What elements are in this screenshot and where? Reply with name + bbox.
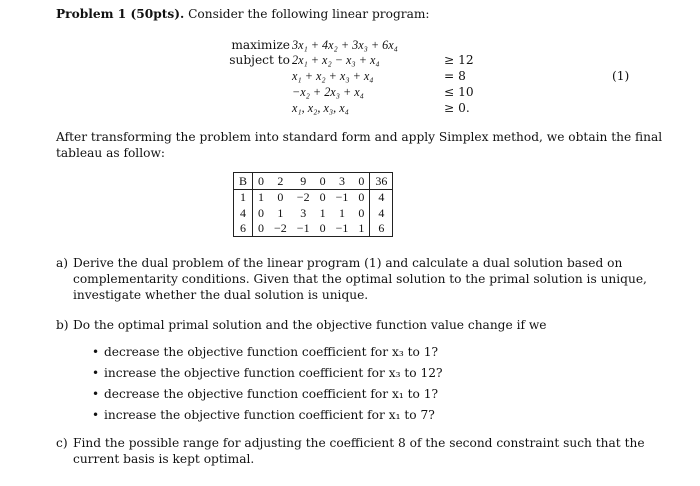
bullet-dot-icon: • — [92, 408, 100, 422]
tableau-cell: 0 — [319, 190, 326, 205]
tableau-cell: 0 — [358, 190, 365, 205]
problem-title: Problem 1 (50pts). — [56, 7, 185, 21]
objective-expression: 3x₁ + 4x₂ + 3x₃ + 6x₄ — [292, 38, 398, 52]
tableau-cell: 3 — [331, 173, 354, 190]
maximize-label: maximize — [231, 38, 290, 52]
tableau-cell: 9 — [292, 173, 315, 190]
list-item: increase the objective function coefficient for x₁ to 7? — [104, 408, 435, 422]
tableau-cell: 1 — [358, 221, 365, 236]
problem-heading — [56, 7, 430, 22]
part-a-line2: complementarity conditions. Given that the optimal solution to the primal solution is unique, — [73, 272, 647, 286]
part-a-line1: Derive the dual problem of the linear program (1) and calculate a dual solution based on — [73, 256, 623, 270]
part-c-line2: current basis is kept optimal. — [73, 452, 255, 466]
transform-text-line1: After transforming the problem into standard form and apply Simplex method, we obtain the final — [56, 130, 663, 144]
constraint-rhs: ≥ 0. — [444, 101, 470, 115]
tableau-cell: −2 — [296, 190, 310, 205]
tableau-cell: 0 — [353, 173, 370, 190]
tableau-cell: 1 — [234, 189, 253, 205]
lp-constraint-row — [0, 69, 700, 85]
bullet-dot-icon: • — [92, 345, 100, 359]
constraint-rhs: ≤ 10 — [444, 85, 474, 99]
tableau-cell: 36 — [370, 173, 393, 190]
tableau-cell: 3 — [300, 205, 307, 220]
lp-constraint-row — [0, 101, 700, 117]
tableau-cell: 0 — [258, 205, 265, 220]
tableau-cell: 6 — [234, 221, 253, 237]
constraint-lhs: x₁, x₂, x₃, x₄ — [292, 101, 349, 115]
part-b-label: b) — [56, 318, 69, 332]
constraint-rhs: ≥ 12 — [444, 53, 474, 67]
list-item: decrease the objective function coefficient for x₃ to 1? — [104, 345, 439, 359]
tableau-cell: 1 — [338, 205, 345, 220]
tableau-cell: 2 — [269, 173, 292, 190]
tableau-row — [234, 221, 393, 237]
equation-number: (1) — [612, 69, 630, 83]
bullet-dot-icon: • — [92, 366, 100, 380]
tableau-cell: B — [234, 173, 253, 190]
transform-text-line2: tableau as follow: — [56, 146, 165, 160]
tableau-cell: −1 — [335, 190, 349, 205]
part-c-label: c) — [56, 436, 68, 450]
tableau-row — [234, 173, 393, 190]
bullet-dot-icon: • — [92, 387, 100, 401]
tableau-cell: 4 — [234, 205, 253, 221]
tableau-cell: 4 — [370, 205, 393, 221]
tableau-cell: 0 — [315, 173, 331, 190]
tableau-cell: 0 — [277, 190, 284, 205]
tableau-cell: 1 — [258, 190, 265, 205]
tableau-cell: 4 — [370, 189, 393, 205]
tableau-cell: 1 — [319, 205, 326, 220]
constraint-lhs: −x₂ + 2x₃ + x₄ — [292, 85, 364, 99]
tableau-cell: 6 — [370, 221, 393, 237]
lp-objective-row — [0, 38, 700, 54]
problem-intro: Consider the following linear program: — [188, 7, 430, 21]
tableau-cell: 0 — [358, 205, 365, 220]
tableau-cell: 1 — [277, 205, 284, 220]
constraint-lhs: 2x₁ + x₂ − x₃ + x₄ — [292, 53, 380, 67]
part-a-line3: investigate whether the dual solution is unique. — [73, 288, 369, 302]
tableau-row — [234, 205, 393, 221]
constraint-rhs: = 8 — [444, 69, 466, 83]
tableau-cell: 0 — [258, 221, 265, 236]
lp-constraint-row — [0, 53, 700, 69]
tableau-row — [234, 189, 393, 205]
tableau-cell: 0 — [319, 221, 326, 236]
lp-constraint-row — [0, 85, 700, 101]
tableau-cell: −2 — [274, 221, 287, 236]
list-item: increase the objective function coefficient for x₃ to 12? — [104, 366, 443, 380]
simplex-tableau — [233, 172, 393, 237]
subject-to-label: subject to — [229, 53, 290, 67]
list-item: decrease the objective function coefficient for x₁ to 1? — [104, 387, 439, 401]
part-b-text: Do the optimal primal solution and the objective function value change if we — [73, 318, 547, 332]
tableau-cell: −1 — [335, 221, 349, 236]
constraint-lhs: x₁ + x₂ + x₃ + x₄ — [292, 69, 374, 83]
tableau-cell: −1 — [296, 221, 310, 236]
tableau-cell: 0 — [253, 173, 270, 190]
part-c-line1: Find the possible range for adjusting the coefficient 8 of the second constraint such that the — [73, 436, 645, 450]
part-a-label: a) — [56, 256, 69, 270]
